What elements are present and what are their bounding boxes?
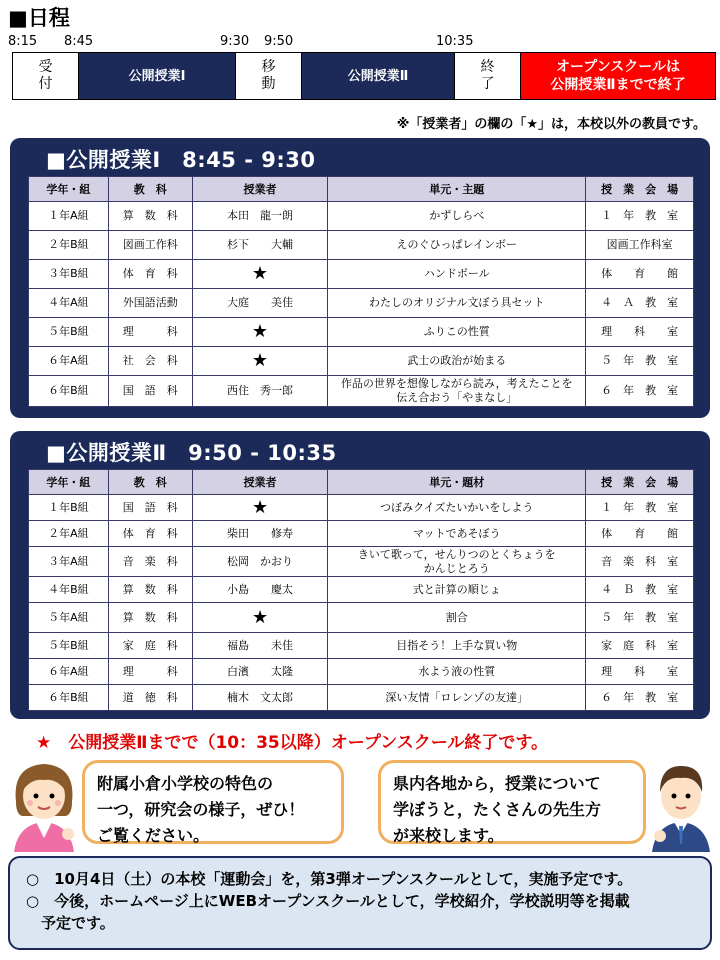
cell-class: １年A組 [29,202,109,231]
schedule-open-school-end: オープンスクールは 公開授業Ⅱまでで終了 [521,53,715,99]
cell-teacher: 西住 秀一郎 [192,376,328,407]
table-row [29,603,694,633]
time-label: 9:30 [220,34,250,49]
cell-class: ３年B組 [29,260,109,289]
table-row [29,577,694,603]
table-row [29,202,694,231]
cell-venue: ４ Ｂ 教 室 [586,577,694,603]
col-header-venue: 授 業 会 場 [586,177,694,202]
cell-unit: ハンドボール [328,260,586,289]
col-header-teacher: 授業者 [192,470,328,495]
schedule-end: 終 了 [455,53,521,99]
cell-venue: 家 庭 科 室 [586,633,694,659]
cell-teacher: 白濱 太隆 [192,659,328,685]
cell-venue: １ 年 教 室 [586,202,694,231]
page-title: ■日程 [8,6,70,30]
cell-subject: 体 育 科 [108,521,192,547]
cell-unit: 水よう液の性質 [328,659,586,685]
schedule-session-2: 公開授業Ⅱ [302,53,455,99]
open-school-end-notice: ★ 公開授業Ⅱまでで（10：35以降）オープンスクール終了です。 [36,733,549,753]
cell-unit: 割合 [328,603,586,633]
session-2-panel [10,431,710,719]
table-row [29,685,694,711]
cell-teacher: 小島 慶太 [192,577,328,603]
info-line-web-open-school: ○ 今後，ホームページ上にWEBオープンスクールとして，学校紹介，学校説明等を掲載 [26,892,630,910]
cell-class: ５年A組 [29,603,109,633]
schedule-session-1: 公開授業Ⅰ [79,53,236,99]
time-label: 10:35 [436,34,474,49]
cell-subject: 家 庭 科 [108,633,192,659]
cell-unit: 武士の政治が始まる [328,347,586,376]
table-row [29,659,694,685]
cell-teacher: ★ [192,347,328,376]
session-1-panel [10,138,710,418]
cell-teacher: 福島 未佳 [192,633,328,659]
cell-unit: 深い友情「ロレンゾの友達」 [328,685,586,711]
table-row [29,495,694,521]
cell-venue: 音 楽 科 室 [586,547,694,577]
cell-subject: 国 語 科 [108,495,192,521]
cell-teacher: 杉下 大輔 [192,231,328,260]
cell-class: ５年B組 [29,633,109,659]
schedule-bar [12,52,716,100]
cell-subject: 算 数 科 [108,577,192,603]
cell-unit: つぼみクイズたいかいをしよう [328,495,586,521]
col-header-class: 学年・組 [29,177,109,202]
cell-subject: 算 数 科 [108,202,192,231]
cell-unit: きいて歌って，せんりつのとくちょうを かんじとろう [328,547,586,577]
cell-teacher: 楠木 文太郎 [192,685,328,711]
table-row [29,260,694,289]
cell-class: ６年B組 [29,685,109,711]
table-row [29,633,694,659]
table-row [29,376,694,407]
cell-unit: わたしのオリジナル文ぼう具セット [328,289,586,318]
cell-teacher: 柴田 修寿 [192,521,328,547]
table-row [29,289,694,318]
cell-unit: かずしらべ [328,202,586,231]
col-header-subject: 教 科 [108,177,192,202]
cell-class: ４年A組 [29,289,109,318]
cell-class: ２年A組 [29,521,109,547]
cell-class: ３年A組 [29,547,109,577]
col-header-class: 学年・組 [29,470,109,495]
star-note: ※「授業者」の欄の「★」は，本校以外の教員です。 [396,117,706,132]
cell-class: ６年B組 [29,376,109,407]
speech-bubble-left: 附属小倉小学校の特色の 一つ，研究会の様子，ぜひ！ ご覧ください。 [82,760,344,844]
cell-teacher: ★ [192,603,328,633]
cell-unit: 目指そう！上手な買い物 [328,633,586,659]
cell-teacher: 松岡 かおり [192,547,328,577]
cell-venue: 図画工作科室 [586,231,694,260]
cell-subject: 体 育 科 [108,260,192,289]
table-row [29,521,694,547]
cell-subject: 音 楽 科 [108,547,192,577]
cell-unit: マットであそぼう [328,521,586,547]
bottom-info-box [8,856,712,950]
cell-venue: １ 年 教 室 [586,495,694,521]
cell-venue: 体 育 館 [586,260,694,289]
cell-venue: 体 育 館 [586,521,694,547]
cell-class: ６年A組 [29,347,109,376]
col-header-subject: 教 科 [108,470,192,495]
cell-subject: 理 科 [108,659,192,685]
cell-subject: 社 会 科 [108,347,192,376]
session-1-table [28,176,694,407]
session-2-table [28,469,694,711]
cell-subject: 外国語活動 [108,289,192,318]
cell-subject: 道 徳 科 [108,685,192,711]
cell-class: ６年A組 [29,659,109,685]
info-line-continuation: 予定です。 [26,914,115,932]
cell-venue: ４ Ａ 教 室 [586,289,694,318]
cell-venue: 理 科 室 [586,318,694,347]
teacher-woman-illustration [6,758,82,852]
cell-venue: ６ 年 教 室 [586,376,694,407]
schedule-move: 移 動 [236,53,302,99]
cell-subject: 図画工作科 [108,231,192,260]
info-line-sports-day: ○ 10月4日（土）の本校「運動会」を，第3弾オープンスクールとして，実施予定です。 [26,870,633,888]
session-1-title: ■公開授業Ⅰ 8:45 - 9:30 [46,148,316,172]
cell-unit: えのぐひっぱレインボー [328,231,586,260]
cell-venue: ５ 年 教 室 [586,603,694,633]
col-header-unit: 単元・題材 [328,470,586,495]
cell-subject: 理 科 [108,318,192,347]
time-label: 8:45 [64,34,94,49]
cell-class: ２年B組 [29,231,109,260]
cell-venue: ５ 年 教 室 [586,347,694,376]
cell-teacher: ★ [192,495,328,521]
speech-bubble-right: 県内各地から，授業について 学ぼうと，たくさんの先生方 が来校します。 [378,760,646,844]
cell-subject: 国 語 科 [108,376,192,407]
time-label: 8:15 [8,34,38,49]
cell-venue: 理 科 室 [586,659,694,685]
cell-teacher: ★ [192,260,328,289]
table-row [29,547,694,577]
table-row [29,318,694,347]
cell-teacher: 本田 龍一朗 [192,202,328,231]
cell-class: ４年B組 [29,577,109,603]
table-row [29,347,694,376]
cell-teacher: 大庭 美佳 [192,289,328,318]
col-header-unit: 単元・主題 [328,177,586,202]
cell-class: １年B組 [29,495,109,521]
cell-class: ５年B組 [29,318,109,347]
time-label: 9:50 [264,34,294,49]
cell-unit: 作品の世界を想像しながら読み，考えたことを 伝え合おう「やまなし」 [328,376,586,407]
cell-venue: ６ 年 教 室 [586,685,694,711]
col-header-venue: 授 業 会 場 [586,470,694,495]
teacher-man-illustration [648,758,714,852]
col-header-teacher: 授業者 [192,177,328,202]
cell-teacher: ★ [192,318,328,347]
cell-unit: ふりこの性質 [328,318,586,347]
schedule-reception: 受 付 [13,53,79,99]
session-2-title: ■公開授業Ⅱ 9:50 - 10:35 [46,441,337,465]
table-row [29,231,694,260]
cell-unit: 式と計算の順じょ [328,577,586,603]
cell-subject: 算 数 科 [108,603,192,633]
